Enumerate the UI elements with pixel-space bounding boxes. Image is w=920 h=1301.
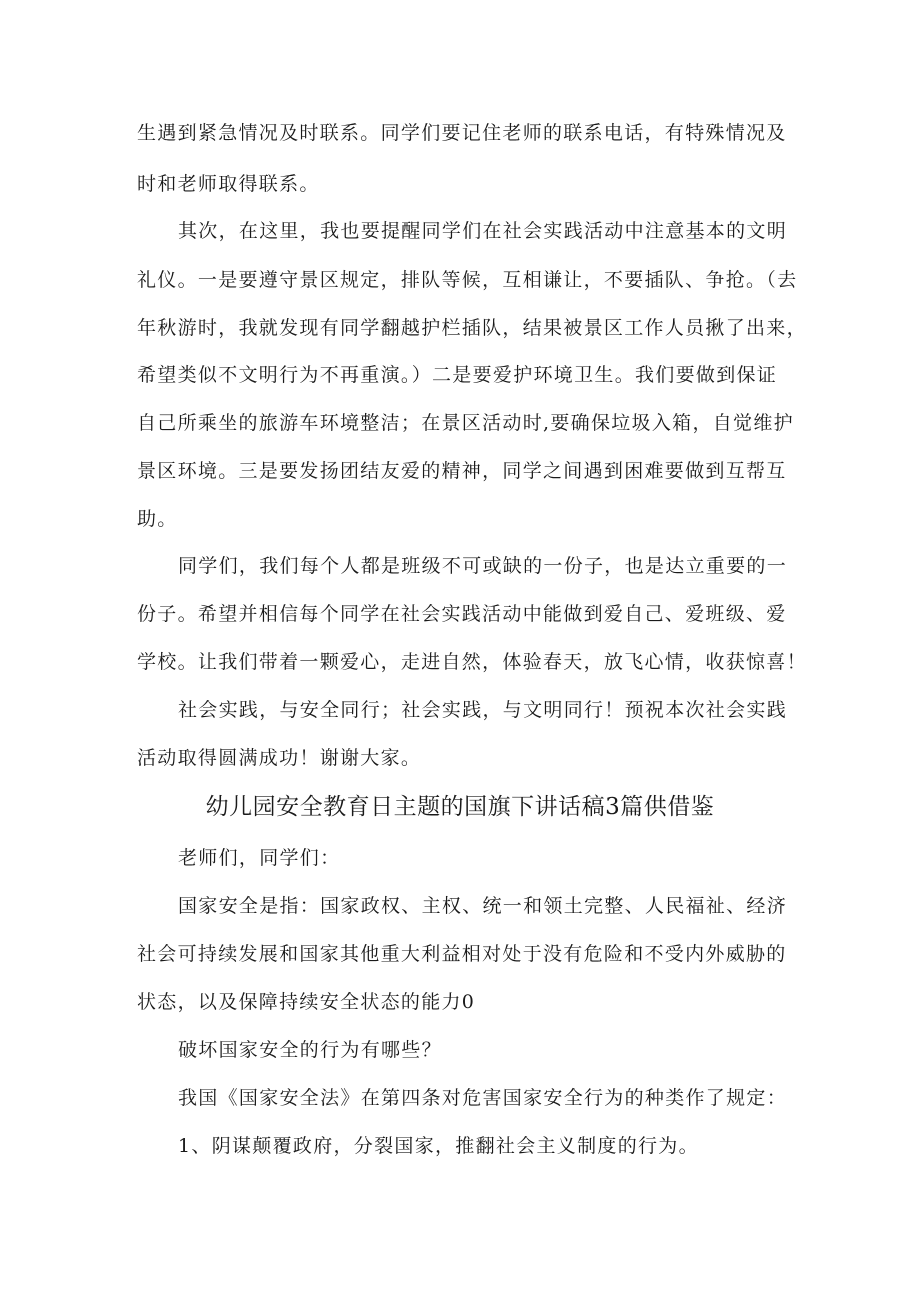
text-line: 社会可持续发展和国家其他重大利益相对处于没有危险和不受内外威胁的 — [137, 943, 787, 965]
text-line: 自己所乘坐的旅游车环境整洁；在景区活动时,要确保垃圾入箱，自觉维护 — [137, 412, 794, 434]
text-line: 助。 — [137, 508, 178, 530]
question-line: 破坏国家安全的行为有哪些？ — [178, 1039, 442, 1061]
text-line: 景区环境。三是要发扬团结友爱的精神，同学之间遇到困难要做到互帮互 — [137, 460, 787, 482]
text-line: 学校。让我们带着一颗爱心，走进自然，体验春天，放飞心情，收获惊喜！ — [137, 651, 807, 673]
text-line: 国家安全是指：国家政权、主权、统一和领土完整、人民福祉、经济 — [178, 895, 788, 917]
greeting: 老师们，同学们： — [178, 847, 341, 869]
text-line: 年秋游时，我就发现有同学翻越护栏插队，结果被景区工作人员揪了出来， — [137, 317, 807, 339]
text-line: 状态，以及保障持续安全状态的能力0 — [137, 991, 476, 1013]
list-item: 1、阴谋颠覆政府，分裂国家，推翻社会主义制度的行为。 — [178, 1135, 699, 1157]
text-line: 份子。希望并相信每个同学在社会实践活动中能做到爱自己、爱班级、爱 — [137, 603, 787, 625]
text-line: 时和老师取得联系。 — [137, 173, 320, 195]
text-line: 生遇到紧急情况及时联系。同学们要记住老师的联系电话，有特殊情况及 — [137, 122, 787, 144]
text-line: 其次，在这里，我也要提醒同学们在社会实践活动中注意基本的文明 — [178, 220, 788, 242]
text-line: 同学们，我们每个人都是班级不可或缺的一份子，也是达立重要的一 — [178, 555, 788, 577]
text-line: 活动取得圆满成功！谢谢大家。 — [137, 747, 422, 769]
law-intro-line: 我国《国家安全法》在第四条对危害国家安全行为的种类作了规定： — [178, 1087, 788, 1109]
text-line: 社会实践，与安全同行；社会实践，与文明同行！预祝本次社会实践 — [178, 699, 788, 721]
section-title: 幼儿园安全教育日主题的国旗下讲话稿3篇供借鉴 — [205, 794, 715, 820]
text-line: 礼仪。一是要遵守景区规定，排队等候，互相谦让，不要插队、争抢。（去 — [137, 269, 798, 291]
text-line: 希望类似不文明行为不再重演。）二是要爱护环境卫生。我们要做到保证 — [137, 364, 778, 386]
